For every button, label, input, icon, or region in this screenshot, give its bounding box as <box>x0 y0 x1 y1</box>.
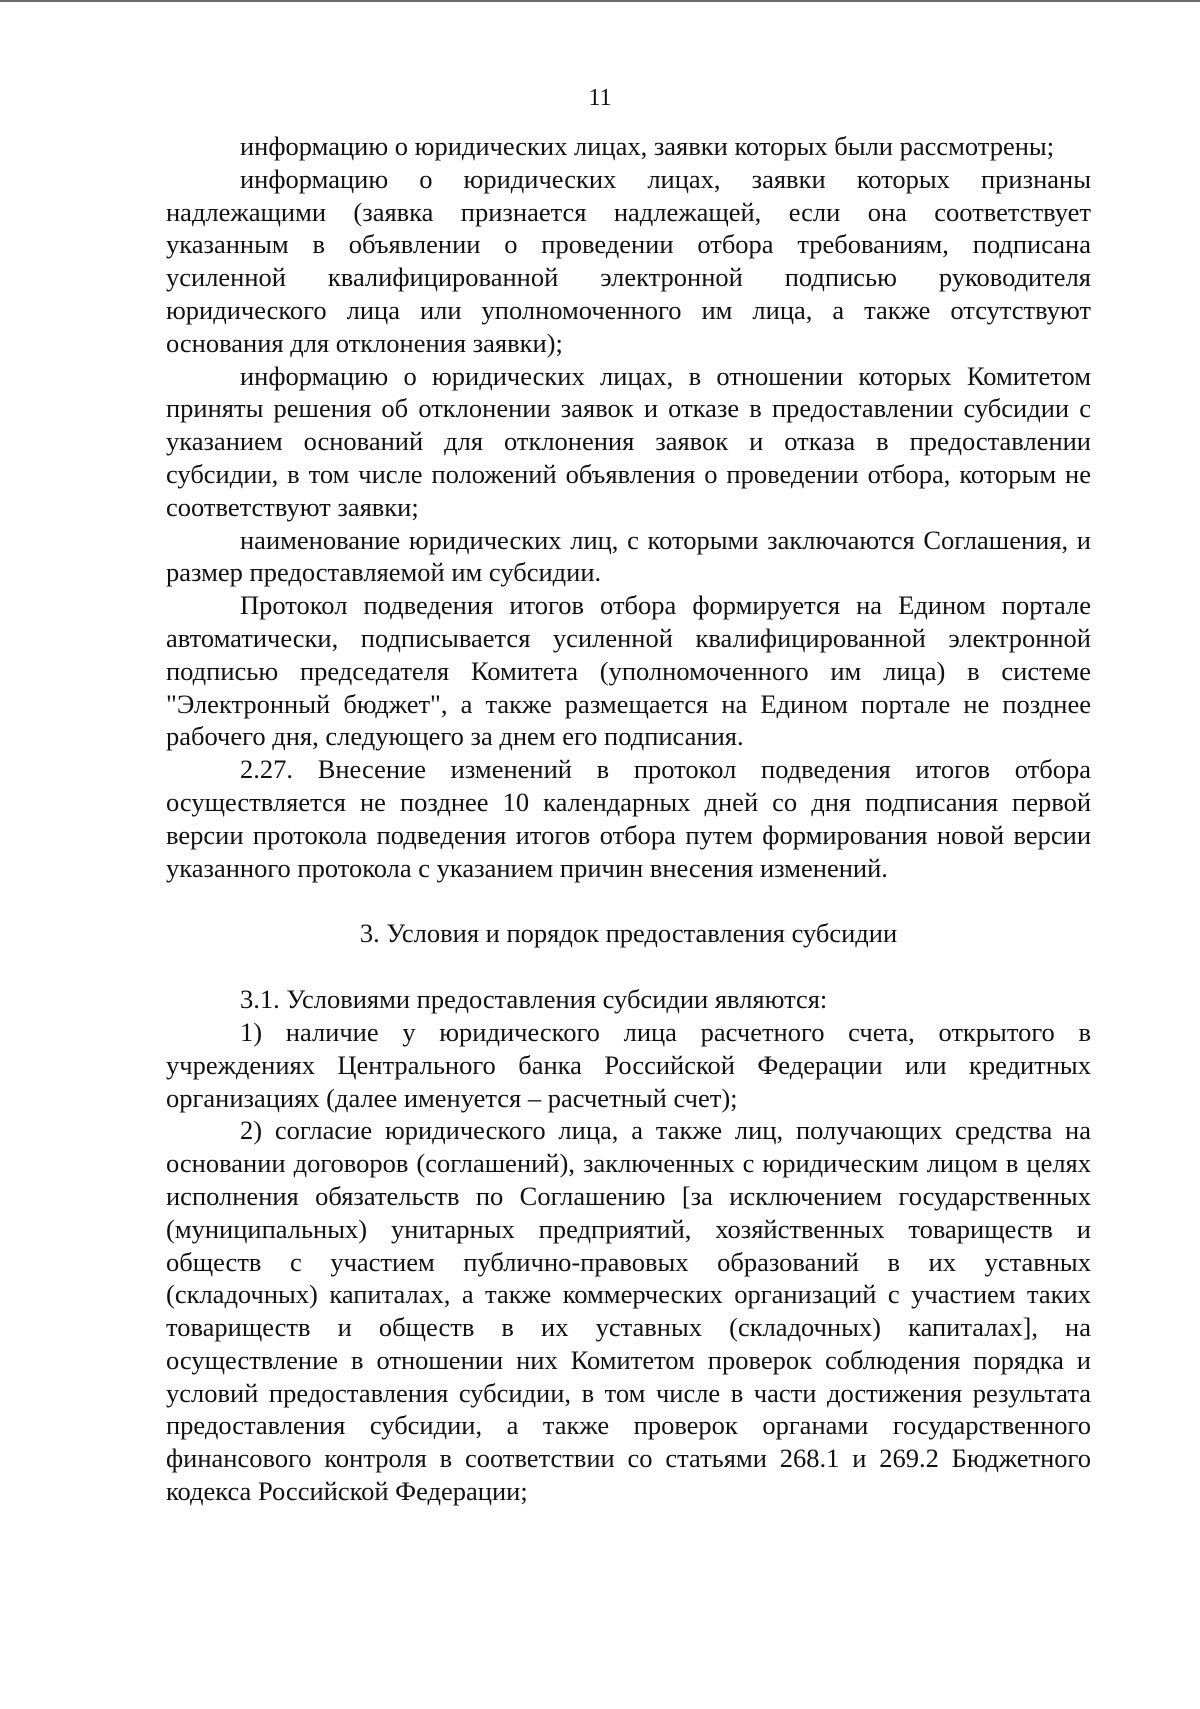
paragraph-agreement-recipients: наименование юридических лиц, с которыми заключаются Соглашения, и размер предоставляемой им субсидии. <box>166 524 1091 588</box>
paragraph-rejected-applications: информацию о юридических лицах, в отношении которых Комитетом приняты решения об отклонении заявок и отказе в предоставлении субсидии с указанием оснований для отклонения заявок и отказа в предоставлении субсидии, в том числе положений объявления о проведении отбора, которым не соответствуют заявки; <box>166 360 1091 522</box>
paragraph-condition-2: 2) согласие юридического лица, а также лиц, получающих средства на основании договоров (соглашений), заключенных с юридическим лицом в целях исполнения обязательств по Соглашению [за исключением государственных (муниципальных) унитарных предприятий, хозяйственных товариществ и обществ с участием публично-правовых образований в их уставных (складочных) капиталах, а также коммерческих организаций с участием таких товариществ и обществ в их уставных (складочных) капиталах], на осуществление в отношении них Комитетом проверок соблюдения порядка и условий предоставления субсидии, в том числе в части достижения результата предоставления субсидии, а также проверок органами государственного финансового контроля в соответствии со статьями 268.1 и 269.2 Бюджетного кодекса Российской Федерации; <box>166 1115 1091 1507</box>
paragraph-protocol-formation: Протокол подведения итогов отбора формируется на Едином портале автоматически, подписывается усиленной квалифицированной электронной подписью председателя Комитета (уполномоченного им лица) в системе "Электронный бюджет", а также размещается на Едином портале не позднее рабочего дня, следующего за днем его подписания. <box>166 590 1091 752</box>
paragraph-condition-1: 1) наличие у юридического лица расчетного счета, открытого в учреждениях Центрального банка Российской Федерации или кредитных организациях (далее именуется – расчетный счет); <box>166 1016 1091 1113</box>
page-number: 11 <box>588 85 612 111</box>
section-heading: 3. Условия и порядок предоставления субсидии <box>359 918 898 949</box>
paragraph-reviewed-applications: информацию о юридических лицах, заявки которых были рассмотрены; <box>240 131 1055 161</box>
document-body <box>166 130 1091 1508</box>
paragraph-3-1: 3.1. Условиями предоставления субсидии являются: <box>240 984 828 1015</box>
scan-top-edge <box>0 0 1200 2</box>
paragraph-2-27: 2.27. Внесение изменений в протокол подведения итогов отбора осуществляется не позднее 10 календарных дней со дня подписания первой версии протокола подведения итогов отбора путем формирования новой версии указанного протокола с указанием причин внесения изменений. <box>166 754 1091 883</box>
paragraph-proper-applications: информацию о юридических лицах, заявки которых признаны надлежащими (заявка признается надлежащей, если она соответствует указанным в объявлении о проведении отбора требованиям, подписана усиленной квалифицированной электронной подписью руководителя юридического лица или уполномоченного им лица, а также отсутствуют основания для отклонения заявки); <box>166 163 1091 358</box>
